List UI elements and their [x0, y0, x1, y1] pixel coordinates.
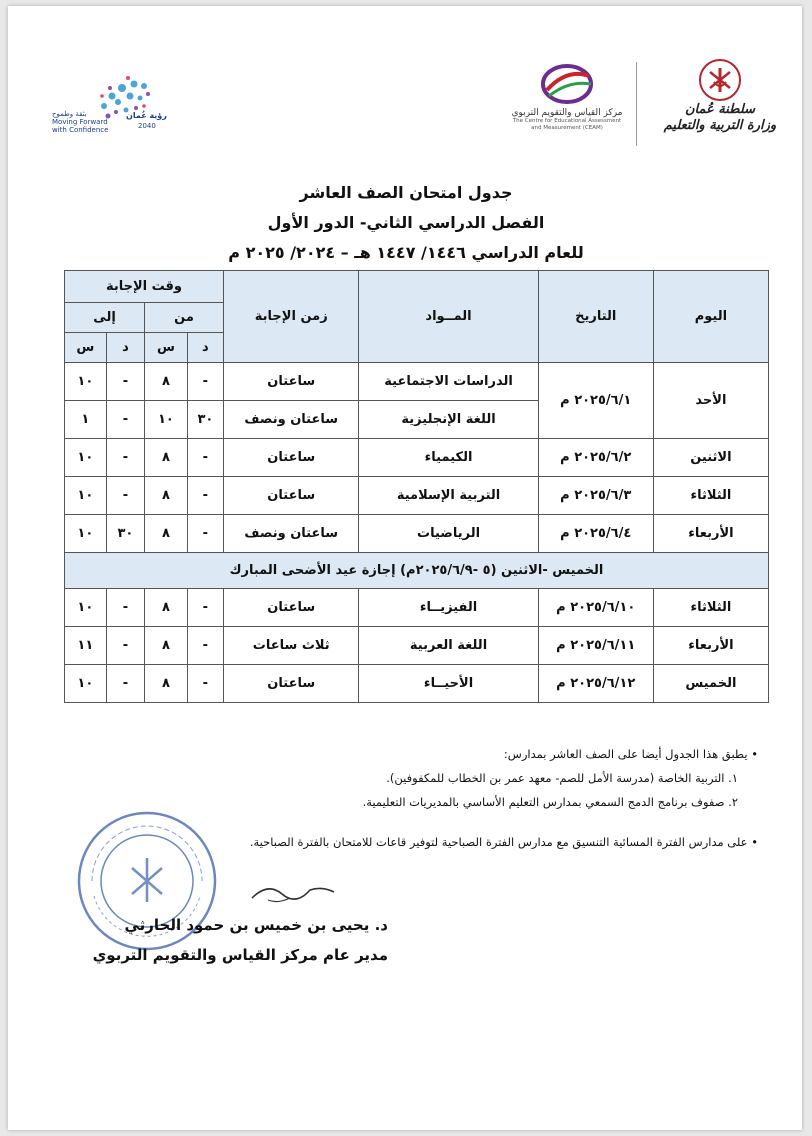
cell-to-hours: ١٠ — [65, 363, 107, 401]
vision-2040-logo — [48, 66, 188, 136]
cell-from-hours: ٨ — [145, 363, 188, 401]
cell-from-minutes: - — [187, 363, 223, 401]
cell-subject: الأحيــاء — [359, 665, 538, 703]
cell-subject: الدراسات الاجتماعية — [359, 363, 538, 401]
header-divider — [636, 62, 637, 146]
handwritten-signature-icon — [248, 876, 338, 906]
table-row — [65, 665, 769, 703]
table-row — [65, 439, 769, 477]
cell-duration: ساعتان — [224, 589, 359, 627]
cell-duration: ساعتان — [224, 363, 359, 401]
header-to-hours: س — [65, 333, 107, 363]
oman-emblem-icon — [698, 58, 742, 102]
header-from-hours: س — [145, 333, 188, 363]
cell-date: ٢٠٢٥/٦/٤ م — [538, 515, 653, 553]
note-special-education: ١. التربية الخاصة (مدرسة الأمل للصم- معهد عمر بن الخطاب للمكفوفين). — [386, 771, 738, 785]
table-row — [65, 363, 769, 401]
document-page — [8, 6, 802, 1130]
cell-to-minutes: - — [106, 627, 144, 665]
header-subject: المــواد — [359, 271, 538, 363]
cell-to-hours: ١٠ — [65, 477, 107, 515]
header-date: التاريخ — [538, 271, 653, 363]
cell-day: الاثنين — [653, 439, 768, 477]
cell-subject: التربية الإسلامية — [359, 477, 538, 515]
cell-from-hours: ٨ — [145, 477, 188, 515]
center-name-arabic: مركز القياس والتقويم التربوي — [511, 108, 623, 118]
cell-to-hours: ١٠ — [65, 515, 107, 553]
cell-to-hours: ١ — [65, 401, 107, 439]
table-row — [65, 627, 769, 665]
note-applies-to: • يطبق هذا الجدول أيضا على الصف العاشر بمدارس: — [503, 747, 758, 761]
cell-to-hours: ١١ — [65, 627, 107, 665]
vision-tagline-en-2: with Confidence — [52, 126, 109, 134]
cell-to-minutes: - — [106, 401, 144, 439]
header-day: اليوم — [653, 271, 768, 363]
ministry-name-line1: سلطنة عُمان — [684, 102, 756, 117]
header-to: إلى — [65, 303, 145, 333]
vision-title: رؤية عُمان — [126, 111, 167, 120]
cell-to-minutes: - — [106, 439, 144, 477]
holiday-row — [65, 553, 769, 589]
cell-from-minutes: - — [187, 665, 223, 703]
cell-to-minutes: - — [106, 665, 144, 703]
cell-duration: ثلاث ساعات — [224, 627, 359, 665]
cell-to-minutes: ٣٠ — [106, 515, 144, 553]
signature-block — [68, 910, 388, 970]
cell-subject: اللغة العربية — [359, 627, 538, 665]
cell-duration: ساعتان — [224, 477, 359, 515]
note-hearing-integration: ٢. صفوف برنامج الدمج السمعي بمدارس التعليم الأساسي بالمديريات التعليمية. — [362, 795, 738, 809]
cell-duration: ساعتان — [224, 665, 359, 703]
cell-from-minutes: - — [187, 477, 223, 515]
cell-from-hours: ٨ — [145, 665, 188, 703]
cell-day: الأربعاء — [653, 515, 768, 553]
cell-to-hours: ١٠ — [65, 439, 107, 477]
header-answer-time: وقت الإجابة — [65, 271, 224, 303]
cell-subject: اللغة الإنجليزية — [359, 401, 538, 439]
cell-to-minutes: - — [106, 589, 144, 627]
note-evening-schools: • على مدارس الفترة المسائية التنسيق مع مدارس الفترة الصباحية لتوفير قاعات للامتحان بالفترة الصباحية. — [249, 835, 758, 849]
cell-day: الخميس — [653, 665, 768, 703]
document-titles — [158, 178, 654, 268]
holiday-note: الخميس -الاثنين (٥ -٢٠٢٥/٦/٩م) إجازة عيد الأضحى المبارك — [65, 553, 769, 589]
signatory-position: مدير عام مركز القياس والتقويم التربوي — [92, 946, 388, 964]
table-row — [65, 515, 769, 553]
cell-subject: الفيزيــاء — [359, 589, 538, 627]
cell-to-minutes: - — [106, 363, 144, 401]
center-name-english-1: The Centre for Educational Assessment — [512, 118, 622, 124]
cell-duration: ساعتان — [224, 439, 359, 477]
vision-year: 2040 — [138, 122, 156, 130]
cell-day: الأربعاء — [653, 627, 768, 665]
cell-duration: ساعتان ونصف — [224, 515, 359, 553]
center-logo — [502, 60, 632, 150]
cell-day: الثلاثاء — [653, 477, 768, 515]
cell-date: ٢٠٢٥/٦/٣ م — [538, 477, 653, 515]
cell-duration: ساعتان ونصف — [224, 401, 359, 439]
center-name-english-2: and Measurement (CEAM) — [531, 125, 603, 131]
cell-date: ٢٠٢٥/٦/١٠ م — [538, 589, 653, 627]
cell-from-hours: ١٠ — [145, 401, 188, 439]
title-semester: الفصل الدراسي الثاني- الدور الأول — [267, 213, 545, 232]
header-to-minutes: د — [106, 333, 144, 363]
cell-date: ٢٠٢٥/٦/١٢ م — [538, 665, 653, 703]
table-row — [65, 589, 769, 627]
cell-from-minutes: - — [187, 589, 223, 627]
signatory-name: د. يحيى بن خميس بن حمود الحارثي — [124, 916, 388, 934]
header-duration: زمن الإجابة — [224, 271, 359, 363]
vision-tagline-ar: بثقة وطموح — [52, 110, 87, 118]
cell-date: ٢٠٢٥/٦/١١ م — [538, 627, 653, 665]
header-from: من — [145, 303, 224, 333]
cell-from-minutes: ٣٠ — [187, 401, 223, 439]
cell-from-hours: ٨ — [145, 515, 188, 553]
cell-to-hours: ١٠ — [65, 665, 107, 703]
ministry-logo — [656, 58, 784, 148]
cell-from-hours: ٨ — [145, 627, 188, 665]
cell-subject: الرياضيات — [359, 515, 538, 553]
table-row — [65, 477, 769, 515]
title-main: جدول امتحان الصف العاشر — [299, 183, 513, 202]
header-from-minutes: د — [187, 333, 223, 363]
cell-from-hours: ٨ — [145, 439, 188, 477]
vision-tagline-en-1: Moving Forward — [52, 118, 108, 126]
cell-to-hours: ١٠ — [65, 589, 107, 627]
cell-date: ٢٠٢٥/٦/١ م — [538, 363, 653, 439]
cell-from-minutes: - — [187, 515, 223, 553]
cell-date: ٢٠٢٥/٦/٢ م — [538, 439, 653, 477]
cell-day: الأحد — [653, 363, 768, 439]
cell-day: الثلاثاء — [653, 589, 768, 627]
ministry-name-line2: وزارة التربية والتعليم — [663, 118, 777, 133]
cell-from-minutes: - — [187, 439, 223, 477]
title-year: للعام الدراسي ١٤٤٦/ ١٤٤٧ هـ – ٢٠٢٤/ ٢٠٢٥ م — [228, 243, 584, 262]
cell-to-minutes: - — [106, 477, 144, 515]
cell-subject: الكيمياء — [359, 439, 538, 477]
exam-schedule-table — [64, 270, 769, 703]
ceam-logo-icon — [537, 60, 597, 106]
cell-from-hours: ٨ — [145, 589, 188, 627]
cell-from-minutes: - — [187, 627, 223, 665]
